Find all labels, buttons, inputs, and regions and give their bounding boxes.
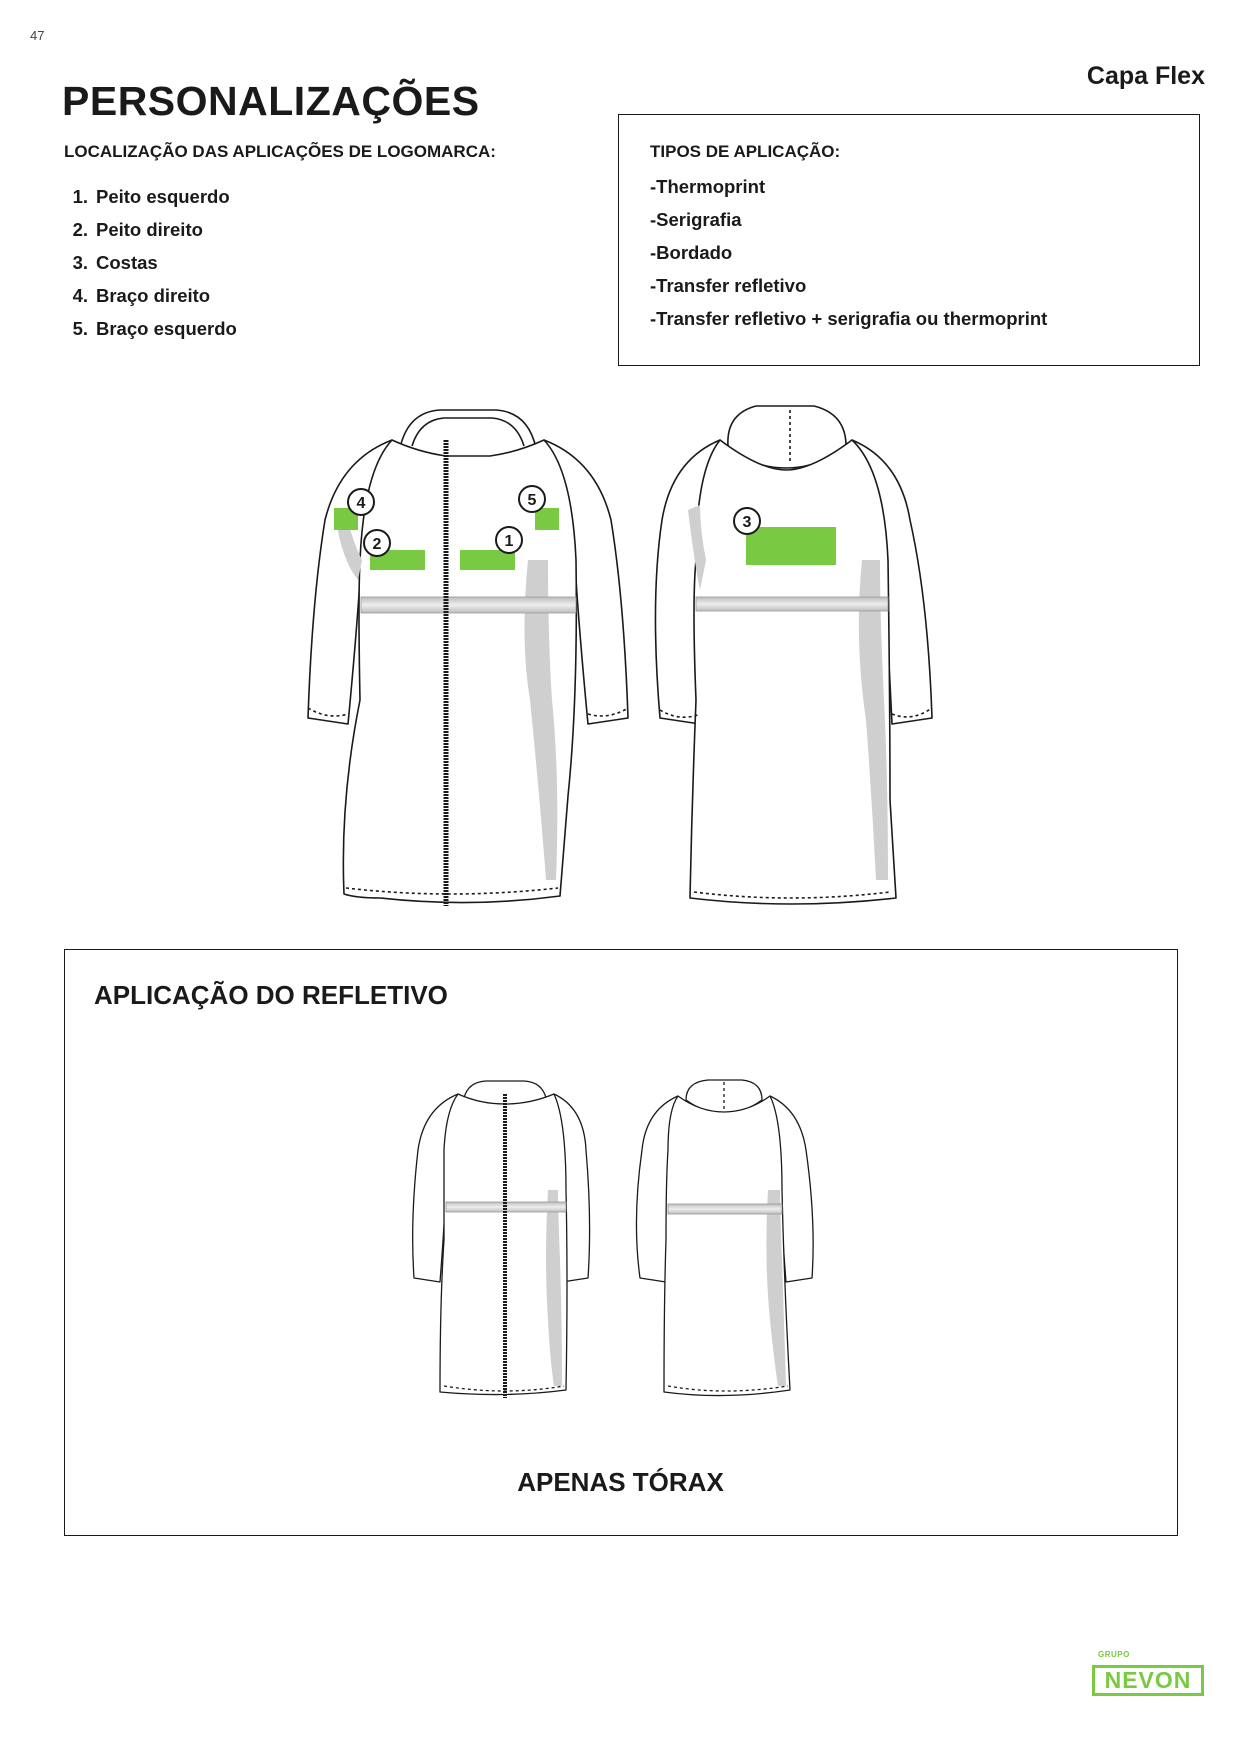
marker-5 [519,486,545,512]
locations-heading: LOCALIZAÇÃO DAS APLICAÇÕES DE LOGOMARCA: [64,142,496,161]
location-label: Costas [96,252,158,273]
reflective-title: APLICAÇÃO DO REFLETIVO [94,980,448,1010]
application-type-item: -Transfer refletivo + serigrafia ou thermoprint [650,308,1048,329]
raincoat-front-reflective-band [361,597,576,613]
location-number: 1. [72,186,88,207]
marker-2-label: 2 [372,536,382,553]
location-label: Peito direito [96,219,203,240]
location-number: 4. [72,285,88,306]
marker-2 [364,530,390,556]
marker-5-label: 5 [527,492,537,509]
brand-logo-group: GRUPO [1098,1650,1130,1659]
marker-4 [348,489,374,515]
marker-1-label: 1 [504,533,514,550]
marker-1 [496,527,522,553]
location-number: 5. [72,318,88,339]
reflective-caption: APENAS TÓRAX [517,1467,724,1497]
application-types-heading: TIPOS DE APLICAÇÃO: [650,142,841,161]
marker-4-label: 4 [356,495,366,512]
location-label: Braço esquerdo [96,318,237,339]
location-label: Peito esquerdo [96,186,230,207]
marker-3 [734,508,760,534]
raincoat-back-illustration [655,406,932,904]
application-type-item: -Transfer refletivo [650,275,807,296]
raincoat-front-illustration [308,410,628,903]
application-type-item: -Thermoprint [650,176,766,197]
location-number: 3. [72,252,88,273]
logo-zone-back [746,527,836,565]
application-type-item: -Serigrafia [650,209,742,230]
application-type-item: -Bordado [650,242,733,263]
raincoat-back-reflective-band [696,597,888,611]
brand-logo: NEVON [1092,1665,1204,1696]
marker-3-label: 3 [742,514,752,531]
location-number: 2. [72,219,88,240]
reflective-application-box [64,949,1178,1536]
page-title: PERSONALIZAÇÕES [62,78,480,124]
product-name: Capa Flex [1086,62,1205,90]
location-label: Braço direito [96,285,211,306]
page-number: 47 [30,28,45,43]
